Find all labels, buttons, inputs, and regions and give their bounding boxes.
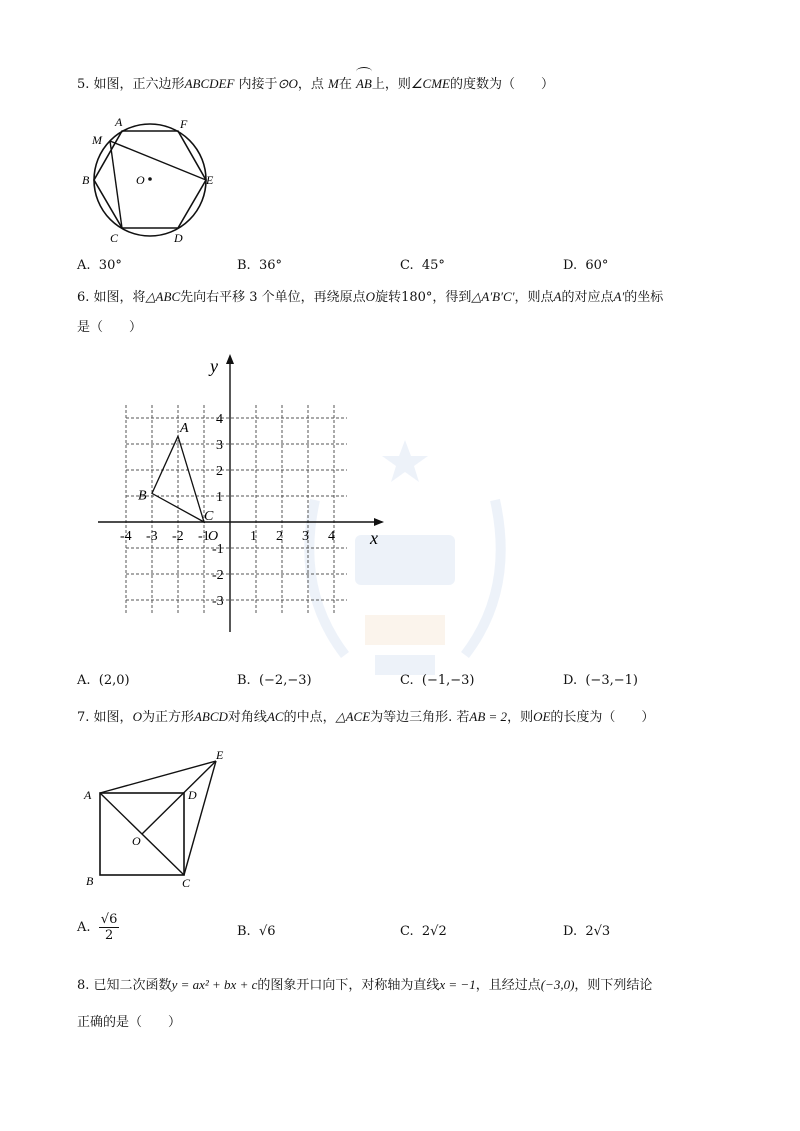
q7-label-b: B [86, 874, 94, 888]
q5-text: 的度数为（ ） [450, 77, 555, 92]
q6-y-arrow [226, 354, 234, 364]
fraction [99, 912, 120, 943]
q8-stem [77, 975, 652, 996]
q6-grid-lines [126, 405, 347, 613]
q7-diagonal: AC [266, 709, 284, 724]
q6-point-a-prime: A′ [613, 289, 625, 304]
q5-center-dot [148, 177, 152, 181]
fraction-numerator: √6 [100, 912, 118, 927]
q8-axis: x = −1 [439, 977, 476, 992]
q6-text: 如图，将 [93, 290, 146, 305]
q6-text: 的坐标 [624, 290, 664, 305]
q6-x-arrow [374, 518, 384, 526]
option-value: 45° [421, 258, 445, 273]
q6-coordinate-grid [90, 350, 400, 640]
q7-text: 为正方形 [141, 710, 194, 725]
option-letter: C. [400, 258, 414, 273]
x-tick-label: 2 [276, 529, 283, 544]
q6-text: 旋转180°，得到 [375, 290, 472, 305]
y-tick-label: 2 [216, 464, 223, 479]
x-tick-label: -4 [120, 529, 132, 544]
q6-triangle: △ABC [145, 289, 181, 304]
q6-origin: O [365, 289, 376, 304]
q7-text: 为等边三角形. 若 [370, 710, 470, 725]
q7-label-a: A [84, 788, 92, 802]
q5-stem [77, 72, 554, 95]
q7-label-d: D [188, 788, 197, 802]
q6-option-a[interactable] [77, 673, 130, 688]
q6-triangle-abc [152, 436, 204, 522]
q5-label-d: D [174, 231, 183, 245]
option-value: 2√3 [585, 924, 611, 939]
q7-label-o: O [132, 834, 141, 848]
q6-y-label: y [210, 356, 218, 376]
q5-segment-mc [110, 141, 122, 228]
q6-option-c[interactable] [400, 673, 475, 688]
x-tick-label: -3 [146, 529, 158, 544]
q5-label-c: C [110, 231, 119, 245]
y-tick-label: 3 [216, 438, 223, 453]
q7-segment-oe [142, 761, 216, 834]
option-value: (2,0) [98, 673, 130, 688]
option-value: (−1,−3) [421, 673, 475, 688]
q5-point-m: M [327, 76, 339, 91]
q5-circle-name: ⊙O [277, 76, 298, 91]
q7-option-d[interactable] [563, 924, 610, 939]
option-letter: A. [77, 920, 91, 935]
x-tick-label: 4 [328, 529, 335, 544]
q6-x-label: x [370, 528, 378, 548]
option-letter: C. [400, 924, 414, 939]
q6-option-b[interactable] [237, 673, 312, 688]
point-label-b: B [138, 488, 147, 504]
y-tick-label: -1 [212, 542, 224, 557]
option-letter: B. [237, 673, 251, 688]
q7-stem [77, 707, 654, 728]
q8-text: ，则下列结论 [574, 978, 653, 993]
x-tick-label: -1 [198, 529, 210, 544]
option-letter: B. [237, 924, 251, 939]
q6-point-a: A [553, 289, 562, 304]
q7-point-o: O [132, 709, 142, 724]
q5-number: 5. [77, 77, 90, 92]
q5-arc-text: AB [355, 76, 372, 91]
y-tick-label: -3 [212, 594, 224, 609]
q6-text: 的对应点 [561, 290, 614, 305]
q8-point: (−3,0) [540, 977, 575, 992]
q6-triangle-image: △A′B′C′ [471, 289, 515, 304]
q5-label-f: F [180, 117, 188, 131]
q7-condition: AB = 2 [469, 709, 508, 724]
q7-segment-ce [184, 761, 216, 875]
q5-label-o: O [136, 173, 145, 187]
q5-text: 在 [338, 77, 352, 92]
option-value: 30° [98, 258, 122, 273]
q7-label-c: C [182, 876, 191, 890]
q7-figure [80, 745, 240, 890]
x-tick-label: 1 [250, 529, 257, 544]
q7-option-b[interactable] [237, 924, 276, 939]
q6-number: 6. [77, 290, 90, 305]
q5-label-m: M [92, 133, 102, 147]
option-letter: C. [400, 673, 414, 688]
y-tick-label: 1 [216, 490, 223, 505]
q7-square-name: ABCD [193, 709, 228, 724]
option-value: 2√2 [421, 924, 447, 939]
q7-segment-ae [100, 761, 216, 793]
option-value: (−2,−3) [258, 673, 312, 688]
q7-number: 7. [77, 710, 90, 725]
y-tick-label: -2 [212, 568, 224, 583]
q5-label-a: A [115, 115, 123, 129]
q7-option-c[interactable] [400, 924, 447, 939]
q5-option-a[interactable] [77, 258, 122, 273]
option-letter: D. [563, 924, 578, 939]
q7-text: 的中点， [283, 710, 336, 725]
q7-triangle: △ACE [335, 709, 371, 724]
q7-text: ，则 [507, 710, 534, 725]
q5-segment-me [110, 141, 206, 180]
q6-stem [77, 287, 663, 308]
option-letter: A. [77, 673, 91, 688]
point-label-c: C [204, 509, 214, 524]
fraction-denominator: 2 [104, 928, 114, 943]
q6-text: ，则点 [514, 290, 554, 305]
q8-stem-line2: 正确的是（ ） [77, 1015, 182, 1030]
q8-text: 已知二次函数 [93, 978, 172, 993]
q7-label-e: E [216, 748, 224, 762]
q6-text: 先向右平移 3 个单位，再绕原点 [180, 290, 366, 305]
q8-function: y = ax² + bx + c [171, 977, 258, 992]
q8-text: 的图象开口向下，对称轴为直线 [257, 978, 440, 993]
option-letter: A. [77, 258, 91, 273]
q5-text: 上，则 [371, 77, 411, 92]
y-tick-label: 4 [216, 412, 223, 427]
option-letter: B. [237, 258, 251, 273]
q5-text: ，点 [297, 77, 324, 92]
q5-label-e: E [206, 173, 214, 187]
q8-number: 8. [77, 978, 90, 993]
q5-text: 内接于 [238, 77, 278, 92]
option-letter: D. [563, 258, 578, 273]
x-tick-label: -2 [172, 529, 184, 544]
q5-figure [80, 110, 225, 250]
q7-text: 对角线 [227, 710, 267, 725]
q6-option-d[interactable] [563, 673, 638, 688]
option-value: √6 [258, 924, 276, 939]
option-value: 60° [585, 258, 609, 273]
q5-arc-name [356, 72, 372, 94]
x-tick-label: 3 [302, 529, 309, 544]
q6-origin-label: O [208, 529, 219, 544]
q7-text: 的长度为（ ） [550, 710, 655, 725]
q5-option-c[interactable] [400, 258, 445, 273]
q5-option-b[interactable] [237, 258, 282, 273]
arc-mark [356, 67, 372, 76]
q7-segment: OE [533, 709, 551, 724]
q5-text: 如图，正六边形 [93, 77, 185, 92]
q6-point-labels [138, 421, 214, 524]
point-label-a: A [180, 421, 189, 437]
q5-angle: ∠CME [410, 76, 450, 91]
q5-label-b: B [82, 173, 90, 187]
option-value: 36° [258, 258, 282, 273]
q5-option-d[interactable] [563, 258, 608, 273]
q5-hexagon-name: ABCDEF [184, 76, 235, 91]
q6-stem-line2: 是（ ） [77, 320, 143, 335]
q7-option-a[interactable] [77, 912, 119, 943]
option-letter: D. [563, 673, 578, 688]
option-value: (−3,−1) [585, 673, 638, 688]
q7-text: 如图， [93, 710, 133, 725]
q8-text: ，且经过点 [475, 978, 541, 993]
